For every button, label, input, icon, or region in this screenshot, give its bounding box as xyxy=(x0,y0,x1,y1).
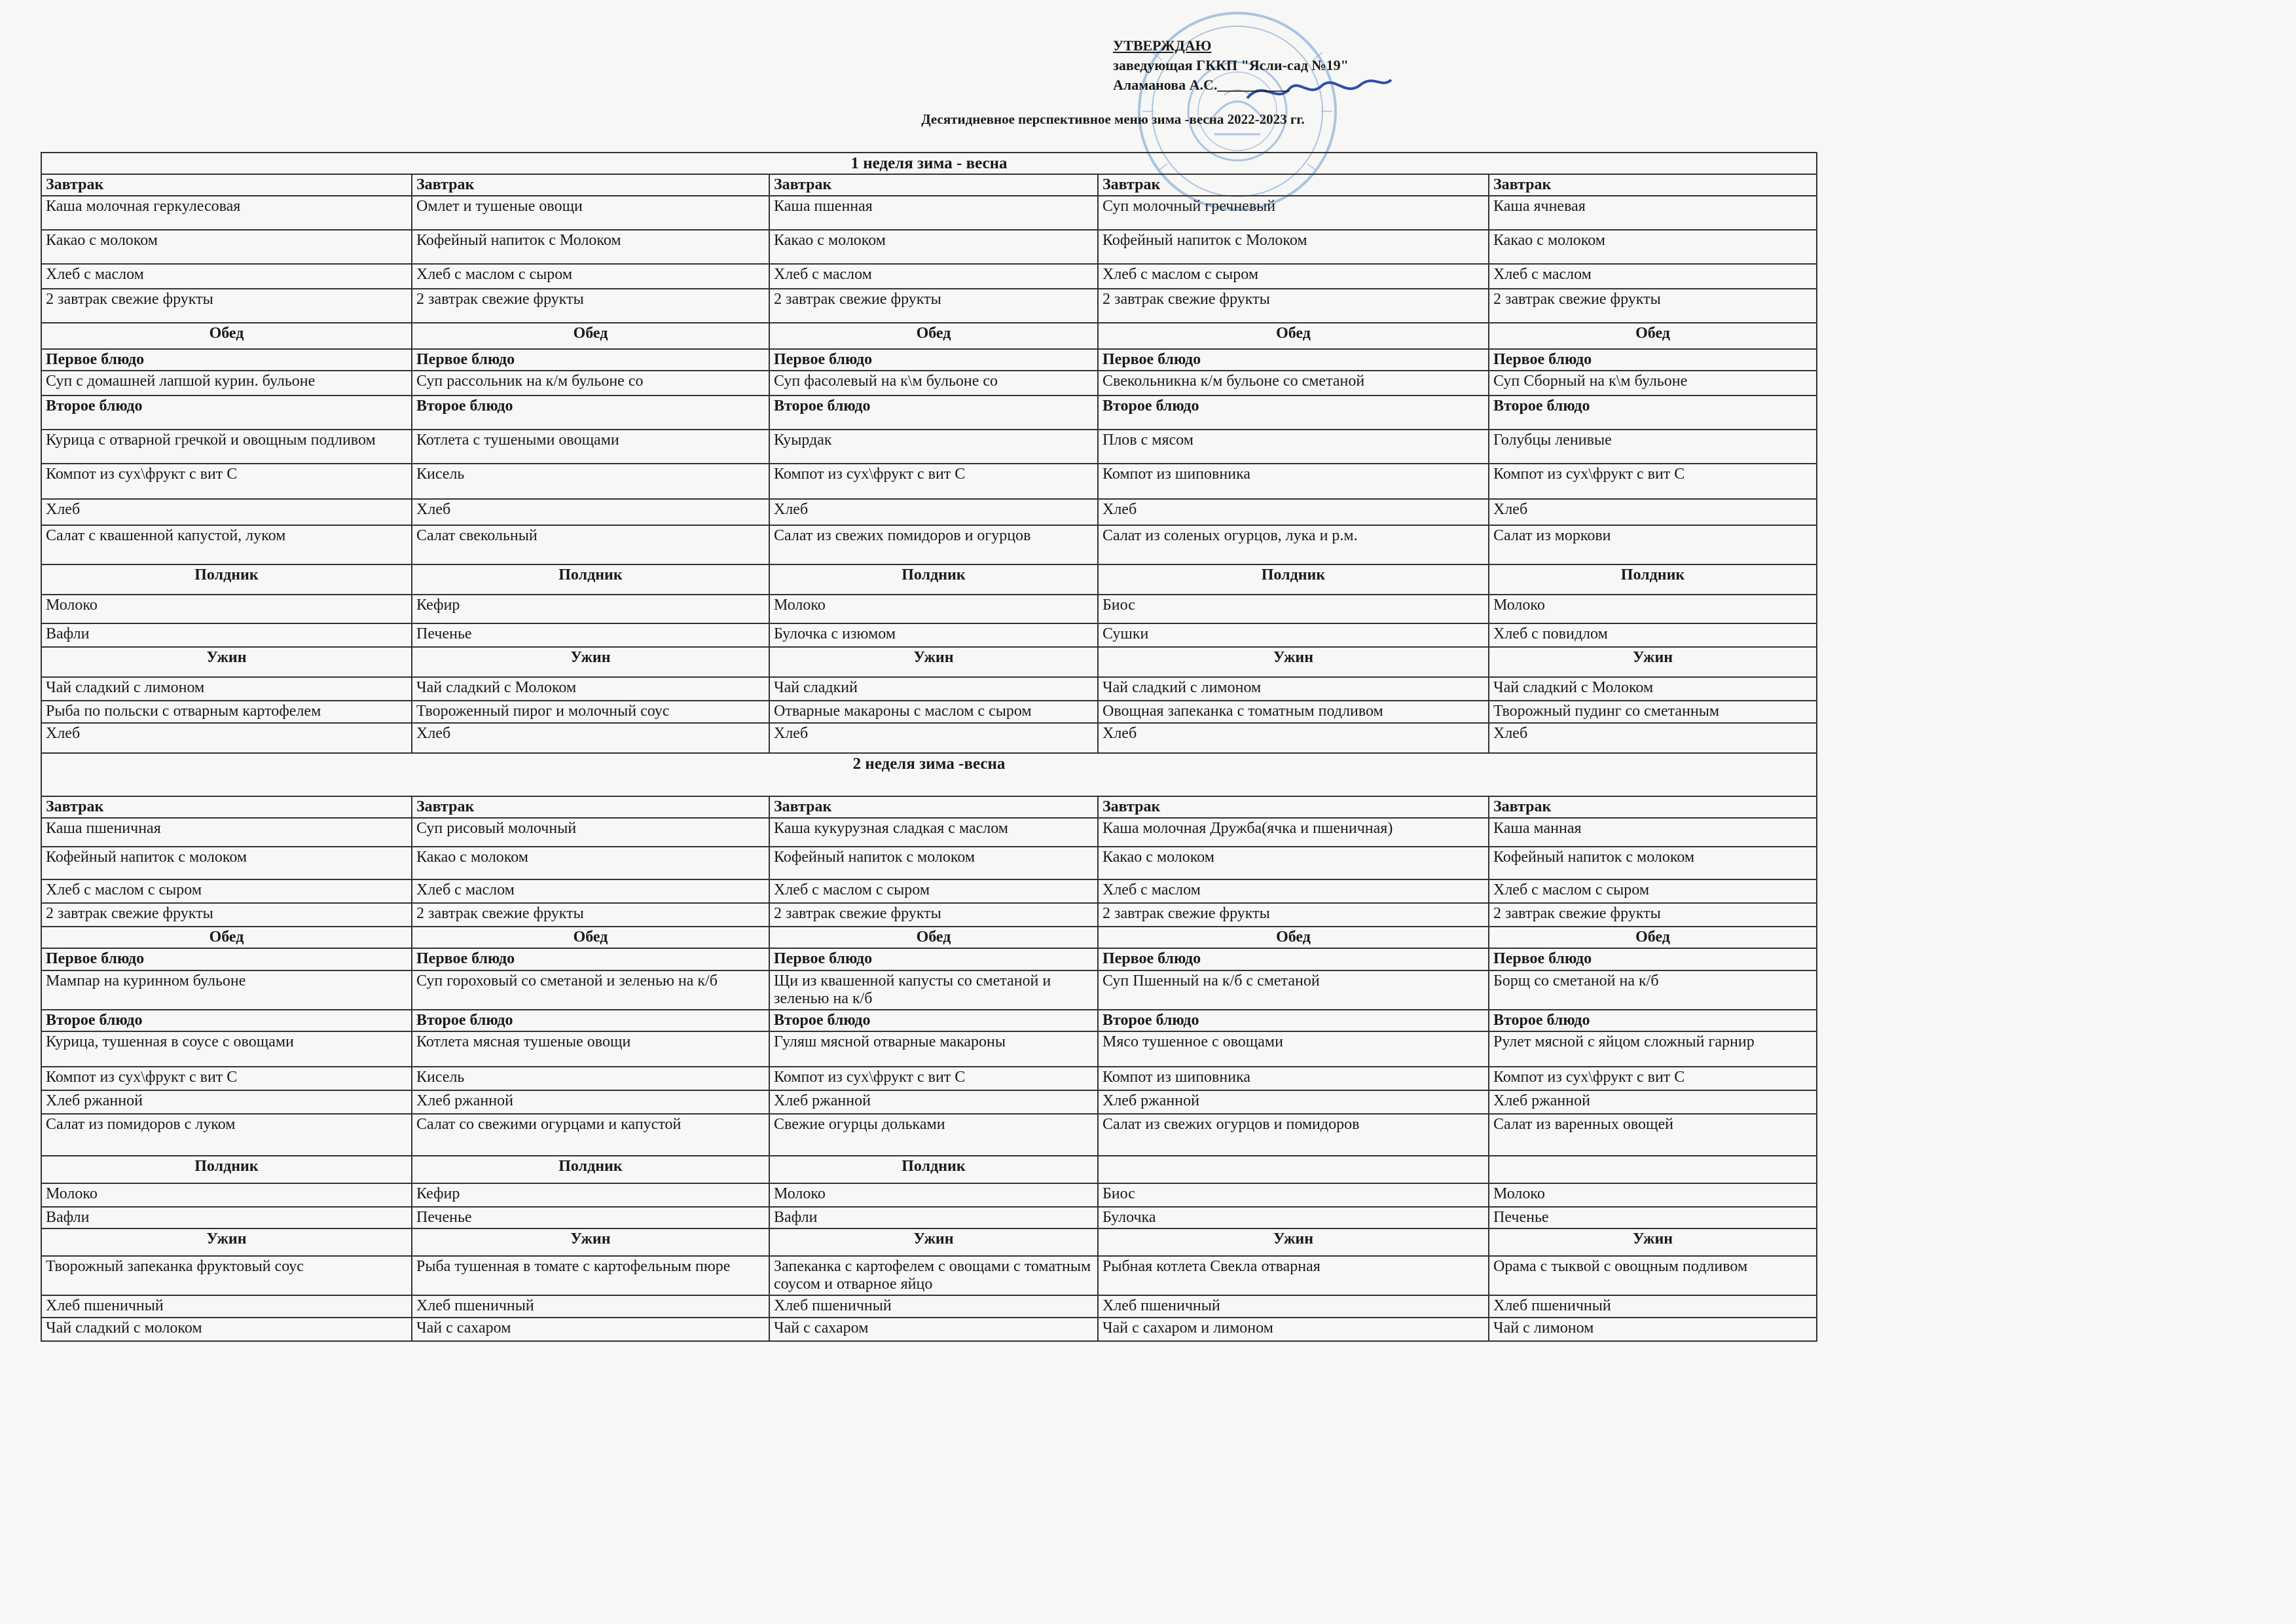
menu-cell-day-3: Кофейный напиток с молоком xyxy=(769,847,1098,879)
menu-cell-day-1: Хлеб с маслом xyxy=(41,264,412,289)
menu-cell-day-1: Хлеб xyxy=(41,499,412,525)
menu-cell-day-2: Кефир xyxy=(412,1183,769,1207)
menu-cell-day-4: Второе блюдо xyxy=(1098,396,1489,430)
week2-head-row xyxy=(41,1010,1817,1031)
menu-cell-day-5: Второе блюдо xyxy=(1489,1010,1817,1031)
week1-item-row xyxy=(41,525,1817,564)
week1-item-row xyxy=(41,701,1817,723)
menu-cell-day-3: Хлеб пшеничный xyxy=(769,1295,1098,1318)
menu-cell-day-4: Первое блюдо xyxy=(1098,948,1489,970)
menu-cell-day-1: Кофейный напиток с молоком xyxy=(41,847,412,879)
menu-cell-day-2: Кофейный напиток с Молоком xyxy=(412,230,769,264)
menu-cell-day-5: Рулет мясной с яйцом сложный гарнир xyxy=(1489,1031,1817,1067)
menu-cell-day-2: Полдник xyxy=(412,1156,769,1183)
menu-cell-day-5: Голубцы ленивые xyxy=(1489,430,1817,464)
menu-cell-day-4: Завтрак xyxy=(1098,174,1489,196)
menu-cell-day-3: Первое блюдо xyxy=(769,948,1098,970)
menu-cell-day-4: Хлеб xyxy=(1098,723,1489,753)
menu-cell-day-5: Первое блюдо xyxy=(1489,948,1817,970)
menu-cell-day-2: Какао с молоком xyxy=(412,847,769,879)
menu-cell-day-1: Каша пшеничная xyxy=(41,818,412,847)
week2-meal-row xyxy=(41,1228,1817,1256)
menu-cell-day-3: Салат из свежих помидоров и огурцов xyxy=(769,525,1098,564)
approval-line-1: УТВЕРЖДАЮ xyxy=(1113,37,1212,54)
menu-cell-day-1: Вафли xyxy=(41,1207,412,1228)
approval-line-2: заведующая ГККП "Ясли-сад №19" xyxy=(1113,57,1349,73)
menu-cell-day-1: Полдник xyxy=(41,564,412,595)
menu-cell-day-1: 2 завтрак свежие фрукты xyxy=(41,903,412,927)
menu-cell-day-4: Каша молочная Дружба(ячка и пшеничная) xyxy=(1098,818,1489,847)
menu-cell-day-1: Второе блюдо xyxy=(41,396,412,430)
menu-cell-day-3: 2 завтрак свежие фрукты xyxy=(769,289,1098,323)
menu-cell-day-1: Вафли xyxy=(41,623,412,647)
week1-head-row xyxy=(41,396,1817,430)
menu-cell-day-5: Чай сладкий с Молоком xyxy=(1489,677,1817,701)
menu-cell-day-2: Завтрак xyxy=(412,796,769,818)
menu-cell-day-1: Суп с домашней лапшой курин. бульоне xyxy=(41,371,412,396)
menu-cell-day-4: Чай с сахаром и лимоном xyxy=(1098,1318,1489,1341)
week2-item-row xyxy=(41,818,1817,847)
menu-cell-day-3: Вафли xyxy=(769,1207,1098,1228)
menu-cell-day-4: Хлеб с маслом с сыром xyxy=(1098,264,1489,289)
week-1-header-row xyxy=(41,153,1817,174)
menu-cell-day-2: Печенье xyxy=(412,1207,769,1228)
menu-cell-day-4: Свекольникна к/м бульоне со сметаной xyxy=(1098,371,1489,396)
menu-cell-day-5: Ужин xyxy=(1489,1228,1817,1256)
menu-cell-day-1: Чай сладкий с лимоном xyxy=(41,677,412,701)
menu-cell-day-3: Завтрак xyxy=(769,174,1098,196)
week2-item-row xyxy=(41,1318,1817,1341)
menu-cell-day-2: 2 завтрак свежие фрукты xyxy=(412,289,769,323)
menu-cell-day-2: Кисель xyxy=(412,464,769,499)
menu-cell-day-4: Мясо тушенное с овощами xyxy=(1098,1031,1489,1067)
menu-cell-day-5: Второе блюдо xyxy=(1489,396,1817,430)
menu-cell-day-4: Ужин xyxy=(1098,1228,1489,1256)
menu-cell-day-3: Какао с молоком xyxy=(769,230,1098,264)
week1-item-row xyxy=(41,499,1817,525)
menu-cell-day-3: Второе блюдо xyxy=(769,396,1098,430)
menu-cell-day-3: Чай с сахаром xyxy=(769,1318,1098,1341)
menu-cell-day-1: Ужин xyxy=(41,1228,412,1256)
menu-cell-day-2: Завтрак xyxy=(412,174,769,196)
menu-cell-day-4: 2 завтрак свежие фрукты xyxy=(1098,289,1489,323)
menu-cell-day-1: 2 завтрак свежие фрукты xyxy=(41,289,412,323)
menu-cell-day-2: Омлет и тушеные овощи xyxy=(412,196,769,230)
menu-cell-day-4: Салат из соленых огурцов, лука и р.м. xyxy=(1098,525,1489,564)
menu-cell-day-3: Чай сладкий xyxy=(769,677,1098,701)
menu-cell-day-2: Хлеб ржанной xyxy=(412,1090,769,1114)
menu-cell-day-1: Компот из сух\фрукт с вит С xyxy=(41,464,412,499)
menu-cell-day-2: Котлета мясная тушеные овощи xyxy=(412,1031,769,1067)
week2-head-row xyxy=(41,948,1817,970)
menu-cell-day-4: Биос xyxy=(1098,1183,1489,1207)
week1-head-row xyxy=(41,349,1817,371)
menu-cell-day-5: Молоко xyxy=(1489,1183,1817,1207)
menu-cell-day-2: Чай сладкий с Молоком xyxy=(412,677,769,701)
menu-cell-day-4: Рыбная котлета Свекла отварная xyxy=(1098,1256,1489,1295)
menu-cell-day-1: Завтрак xyxy=(41,796,412,818)
week1-item-row xyxy=(41,196,1817,230)
week1-meal-row xyxy=(41,647,1817,677)
week2-item-row xyxy=(41,1183,1817,1207)
menu-cell-day-5: Салат из моркови xyxy=(1489,525,1817,564)
menu-cell-day-5: Первое блюдо xyxy=(1489,349,1817,371)
menu-cell-day-4: Биос xyxy=(1098,595,1489,623)
menu-cell-day-5: Хлеб пшеничный xyxy=(1489,1295,1817,1318)
week2-item-row xyxy=(41,879,1817,903)
menu-cell-day-1: Обед xyxy=(41,927,412,948)
menu-cell-day-4: Хлеб ржанной xyxy=(1098,1090,1489,1114)
menu-cell-day-2: Первое блюдо xyxy=(412,349,769,371)
document-title: Десятидневное перспективное меню зима -весна 2022-2023 гг. xyxy=(921,111,1305,127)
menu-cell-day-4: Обед xyxy=(1098,927,1489,948)
menu-cell-day-4: Сушки xyxy=(1098,623,1489,647)
week1-item-row xyxy=(41,289,1817,323)
menu-cell-day-5: Хлеб xyxy=(1489,499,1817,525)
menu-cell-day-2: Полдник xyxy=(412,564,769,595)
menu-cell-day-2: Обед xyxy=(412,927,769,948)
menu-cell-day-1: Чай сладкий с молоком xyxy=(41,1318,412,1341)
menu-cell-day-3: Каша пшенная xyxy=(769,196,1098,230)
menu-cell-day-2: Кефир xyxy=(412,595,769,623)
week2-item-row xyxy=(41,1031,1817,1067)
menu-cell-day-4: Обед xyxy=(1098,323,1489,349)
menu-cell-day-1: Мампар на куринном бульоне xyxy=(41,970,412,1010)
menu-cell-day-3: Завтрак xyxy=(769,796,1098,818)
menu-cell-day-1: Хлеб с маслом с сыром xyxy=(41,879,412,903)
menu-cell-day-5: Обед xyxy=(1489,927,1817,948)
menu-cell-day-4: Второе блюдо xyxy=(1098,1010,1489,1031)
menu-cell-day-3: Обед xyxy=(769,323,1098,349)
menu-cell-day-3: Компот из сух\фрукт с вит С xyxy=(769,464,1098,499)
menu-cell-day-5: Хлеб с маслом с сыром xyxy=(1489,879,1817,903)
week1-head-row xyxy=(41,174,1817,196)
week-2-title: 2 неделя зима -весна xyxy=(41,753,1817,796)
menu-cell-day-5: Кофейный напиток с молоком xyxy=(1489,847,1817,879)
menu-cell-day-3: Второе блюдо xyxy=(769,1010,1098,1031)
menu-cell-day-1: Молоко xyxy=(41,595,412,623)
week1-item-row xyxy=(41,464,1817,499)
menu-cell-day-3: Хлеб xyxy=(769,499,1098,525)
menu-cell-day-1: Салат с квашенной капустой, луком xyxy=(41,525,412,564)
week1-item-row xyxy=(41,723,1817,753)
menu-cell-day-2: Хлеб с маслом xyxy=(412,879,769,903)
menu-cell-day-4: Суп Пшенный на к/б с сметаной xyxy=(1098,970,1489,1010)
menu-cell-day-2: Обед xyxy=(412,323,769,349)
menu-cell-day-4: Плов с мясом xyxy=(1098,430,1489,464)
menu-cell-day-4: Полдник xyxy=(1098,564,1489,595)
week1-item-row xyxy=(41,430,1817,464)
menu-cell-day-1: Какао с молоком xyxy=(41,230,412,264)
menu-cell-day-3: Хлеб ржанной xyxy=(769,1090,1098,1114)
menu-cell-day-5: Каша манная xyxy=(1489,818,1817,847)
menu-cell-day-2: Суп рассольник на к/м бульоне со xyxy=(412,371,769,396)
menu-cell-day-3: Булочка с изюмом xyxy=(769,623,1098,647)
menu-cell-day-1: Хлеб ржанной xyxy=(41,1090,412,1114)
menu-cell-day-2: Суп гороховый со сметаной и зеленью на к/б xyxy=(412,970,769,1010)
menu-cell-day-2: Салат со свежими огурцами и капустой xyxy=(412,1114,769,1156)
menu-cell-day-2: Второе блюдо xyxy=(412,1010,769,1031)
menu-cell-day-5: Ужин xyxy=(1489,647,1817,677)
menu-cell-day-1: Хлеб xyxy=(41,723,412,753)
menu-cell-day-5: Печенье xyxy=(1489,1207,1817,1228)
week2-item-row xyxy=(41,847,1817,879)
menu-table xyxy=(41,152,1817,1342)
menu-cell-day-1: Первое блюдо xyxy=(41,349,412,371)
menu-cell-day-3: Отварные макароны с маслом с сыром xyxy=(769,701,1098,723)
menu-cell-day-2: Суп рисовый молочный xyxy=(412,818,769,847)
menu-cell-day-1: Первое блюдо xyxy=(41,948,412,970)
menu-cell-day-3: Полдник xyxy=(769,1156,1098,1183)
menu-cell-day-4: Булочка xyxy=(1098,1207,1489,1228)
week1-item-row xyxy=(41,371,1817,396)
week-1-section xyxy=(41,153,1817,753)
menu-cell-day-5: Хлеб ржанной xyxy=(1489,1090,1817,1114)
menu-cell-day-4: Завтрак xyxy=(1098,796,1489,818)
menu-cell-day-4: Овощная запеканка с томатным подливом xyxy=(1098,701,1489,723)
menu-cell-day-5: Орама с тыквой с овощным подливом xyxy=(1489,1256,1817,1295)
week-2-header-row xyxy=(41,753,1817,796)
menu-cell-day-2: Печенье xyxy=(412,623,769,647)
menu-cell-day-4: Суп молочный гречневый xyxy=(1098,196,1489,230)
menu-cell-day-3: Куырдак xyxy=(769,430,1098,464)
menu-cell-day-2: Второе блюдо xyxy=(412,396,769,430)
menu-cell-day-1: Обед xyxy=(41,323,412,349)
week2-item-row xyxy=(41,970,1817,1010)
week1-item-row xyxy=(41,677,1817,701)
week2-meal-row xyxy=(41,1156,1817,1183)
approval-line-3: Аламанова А.С.__________ xyxy=(1113,77,1290,93)
menu-cell-day-5: 2 завтрак свежие фрукты xyxy=(1489,289,1817,323)
menu-cell-day-4: Ужин xyxy=(1098,647,1489,677)
menu-cell-day-4 xyxy=(1098,1156,1489,1183)
week2-item-row xyxy=(41,1295,1817,1318)
week1-item-row xyxy=(41,264,1817,289)
menu-cell-day-1: Каша молочная геркулесовая xyxy=(41,196,412,230)
menu-cell-day-4: 2 завтрак свежие фрукты xyxy=(1098,903,1489,927)
menu-cell-day-3: Свежие огурцы дольками xyxy=(769,1114,1098,1156)
menu-cell-day-2: 2 завтрак свежие фрукты xyxy=(412,903,769,927)
menu-cell-day-5 xyxy=(1489,1156,1817,1183)
menu-cell-day-3: Компот из сух\фрукт с вит С xyxy=(769,1067,1098,1090)
menu-cell-day-2: Твороженный пирог и молочный соус xyxy=(412,701,769,723)
week1-meal-row xyxy=(41,564,1817,595)
menu-cell-day-3: Молоко xyxy=(769,1183,1098,1207)
menu-cell-day-5: Обед xyxy=(1489,323,1817,349)
week2-item-row xyxy=(41,1256,1817,1295)
menu-cell-day-3: Полдник xyxy=(769,564,1098,595)
menu-cell-day-4: Салат из свежих огурцов и помидоров xyxy=(1098,1114,1489,1156)
menu-cell-day-5: Хлеб xyxy=(1489,723,1817,753)
menu-cell-day-1: Молоко xyxy=(41,1183,412,1207)
week-2-section xyxy=(41,753,1817,1341)
menu-cell-day-2: Рыба тушенная в томате с картофельным пюре xyxy=(412,1256,769,1295)
menu-cell-day-2: Ужин xyxy=(412,1228,769,1256)
menu-cell-day-3: Хлеб с маслом с сыром xyxy=(769,879,1098,903)
menu-cell-day-2: Хлеб xyxy=(412,723,769,753)
menu-cell-day-4: Кофейный напиток с Молоком xyxy=(1098,230,1489,264)
menu-cell-day-3: Ужин xyxy=(769,1228,1098,1256)
menu-cell-day-1: Салат из помидоров с луком xyxy=(41,1114,412,1156)
menu-cell-day-3: 2 завтрак свежие фрукты xyxy=(769,903,1098,927)
menu-cell-day-2: Хлеб xyxy=(412,499,769,525)
menu-cell-day-4: Хлеб с маслом xyxy=(1098,879,1489,903)
menu-cell-day-2: Хлеб пшеничный xyxy=(412,1295,769,1318)
week2-item-row xyxy=(41,1114,1817,1156)
menu-cell-day-5: Борщ со сметаной на к/б xyxy=(1489,970,1817,1010)
menu-cell-day-4: Компот из шиповника xyxy=(1098,464,1489,499)
menu-cell-day-1: Курица с отварной гречкой и овощным подливом xyxy=(41,430,412,464)
menu-cell-day-4: Компот из шиповника xyxy=(1098,1067,1489,1090)
menu-cell-day-3: Суп фасолевый на к\м бульоне со xyxy=(769,371,1098,396)
menu-cell-day-1: Творожный запеканка фруктовый соус xyxy=(41,1256,412,1295)
menu-cell-day-5: Завтрак xyxy=(1489,796,1817,818)
menu-cell-day-5: Творожный пудинг со сметанным xyxy=(1489,701,1817,723)
menu-cell-day-2: Первое блюдо xyxy=(412,948,769,970)
menu-cell-day-2: Котлета с тушеными овощами xyxy=(412,430,769,464)
menu-cell-day-5: Молоко xyxy=(1489,595,1817,623)
menu-cell-day-3: Гуляш мясной отварные макароны xyxy=(769,1031,1098,1067)
week2-item-row xyxy=(41,1207,1817,1228)
menu-cell-day-3: Молоко xyxy=(769,595,1098,623)
menu-cell-day-4: Какао с молоком xyxy=(1098,847,1489,879)
week2-item-row xyxy=(41,1090,1817,1114)
menu-cell-day-5: Хлеб с маслом xyxy=(1489,264,1817,289)
menu-cell-day-1: Второе блюдо xyxy=(41,1010,412,1031)
menu-cell-day-3: Каша кукурузная сладкая с маслом xyxy=(769,818,1098,847)
menu-cell-day-1: Курица, тушенная в соусе с овощами xyxy=(41,1031,412,1067)
menu-cell-day-5: Каша ячневая xyxy=(1489,196,1817,230)
week2-item-row xyxy=(41,903,1817,927)
week1-meal-row xyxy=(41,323,1817,349)
menu-cell-day-1: Полдник xyxy=(41,1156,412,1183)
menu-cell-day-2: Кисель xyxy=(412,1067,769,1090)
week1-item-row xyxy=(41,623,1817,647)
menu-cell-day-5: Салат из варенных овощей xyxy=(1489,1114,1817,1156)
menu-cell-day-2: Салат свекольный xyxy=(412,525,769,564)
menu-cell-day-3: Хлеб xyxy=(769,723,1098,753)
menu-cell-day-3: Обед xyxy=(769,927,1098,948)
menu-cell-day-2: Хлеб с маслом с сыром xyxy=(412,264,769,289)
menu-cell-day-3: Хлеб с маслом xyxy=(769,264,1098,289)
menu-cell-day-5: 2 завтрак свежие фрукты xyxy=(1489,903,1817,927)
menu-cell-day-1: Завтрак xyxy=(41,174,412,196)
menu-cell-day-5: Суп Сборный на к\м бульоне xyxy=(1489,371,1817,396)
menu-cell-day-1: Компот из сух\фрукт с вит С xyxy=(41,1067,412,1090)
menu-cell-day-2: Ужин xyxy=(412,647,769,677)
week1-item-row xyxy=(41,595,1817,623)
menu-cell-day-5: Завтрак xyxy=(1489,174,1817,196)
menu-cell-day-1: Ужин xyxy=(41,647,412,677)
menu-cell-day-3: Ужин xyxy=(769,647,1098,677)
menu-cell-day-2: Чай с сахаром xyxy=(412,1318,769,1341)
menu-cell-day-5: Чай с лимоном xyxy=(1489,1318,1817,1341)
week2-item-row xyxy=(41,1067,1817,1090)
menu-cell-day-5: Какао с молоком xyxy=(1489,230,1817,264)
menu-cell-day-5: Хлеб с повидлом xyxy=(1489,623,1817,647)
week1-item-row xyxy=(41,230,1817,264)
menu-cell-day-1: Хлеб пшеничный xyxy=(41,1295,412,1318)
approval-block xyxy=(1113,36,1453,95)
menu-cell-day-4: Хлеб xyxy=(1098,499,1489,525)
menu-cell-day-4: Хлеб пшеничный xyxy=(1098,1295,1489,1318)
menu-cell-day-5: Полдник xyxy=(1489,564,1817,595)
menu-cell-day-3: Щи из квашенной капусты со сметаной и зеленью на к/б xyxy=(769,970,1098,1010)
menu-cell-day-1: Рыба по польски с отварным картофелем xyxy=(41,701,412,723)
menu-cell-day-3: Запеканка с картофелем с овощами с томатным соусом и отварное яйцо xyxy=(769,1256,1098,1295)
menu-cell-day-3: Первое блюдо xyxy=(769,349,1098,371)
week-1-title: 1 неделя зима - весна xyxy=(41,153,1817,174)
menu-cell-day-4: Первое блюдо xyxy=(1098,349,1489,371)
menu-cell-day-5: Компот из сух\фрукт с вит С xyxy=(1489,1067,1817,1090)
week2-head-row xyxy=(41,796,1817,818)
menu-cell-day-5: Компот из сух\фрукт с вит С xyxy=(1489,464,1817,499)
menu-cell-day-4: Чай сладкий с лимоном xyxy=(1098,677,1489,701)
week2-meal-row xyxy=(41,927,1817,948)
